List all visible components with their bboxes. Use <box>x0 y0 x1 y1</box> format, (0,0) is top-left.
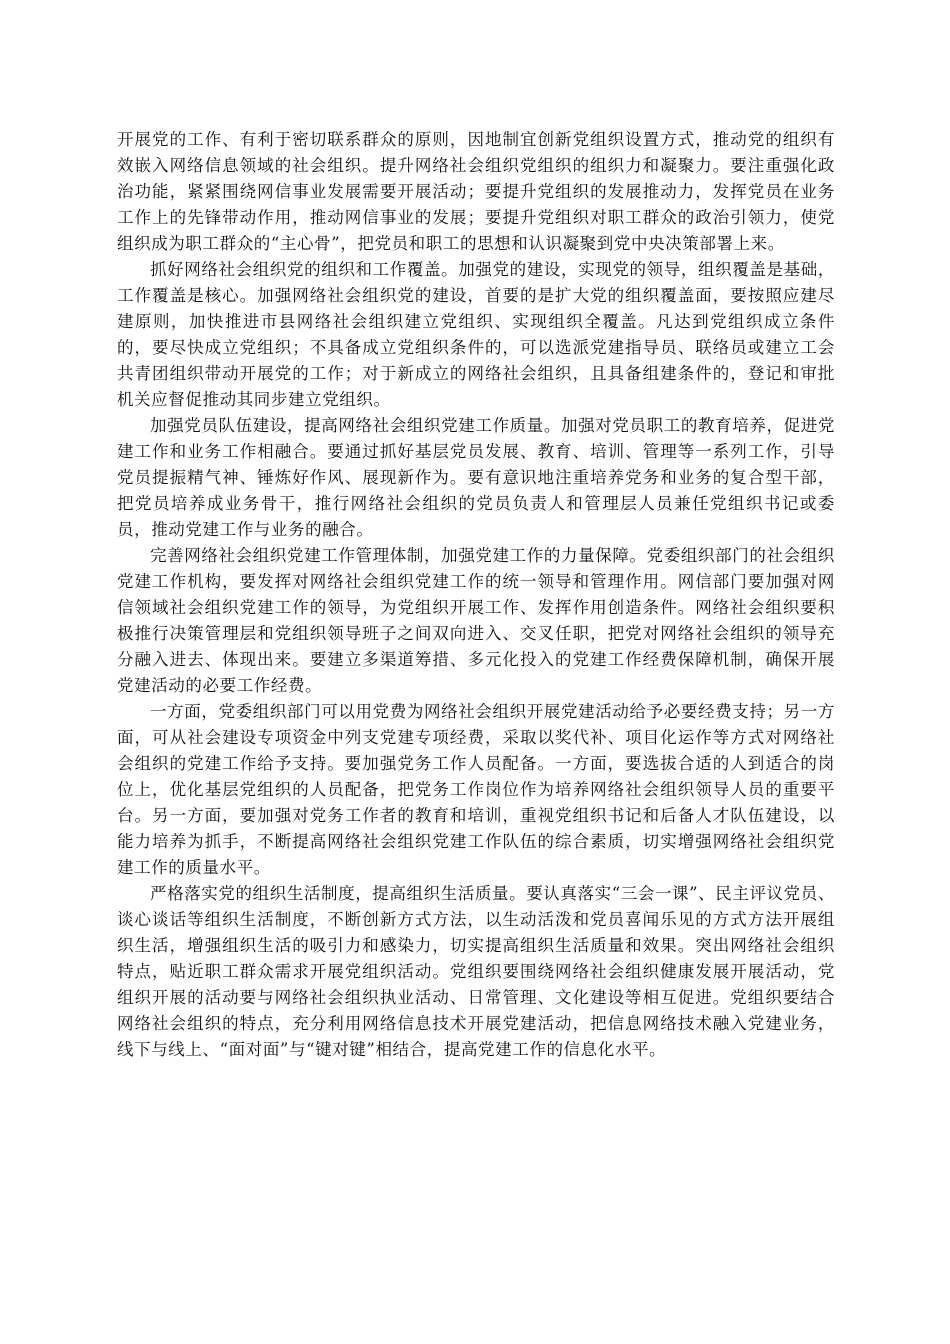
paragraph-2: 抓好网络社会组织党的组织和工作覆盖。加强党的建设，实现党的领导，组织覆盖是基础，工作覆盖是核心。加强网络社会组织党的建设，首要的是扩大党的组织覆盖面，要按照应建尽建原则，加快推进市县网络社会组织建立党组织、实现组织全覆盖。凡达到党组织成立条件的，要尽快成立党组织；不具备成立党组织条件的，可以选派党建指导员、联络员或建立工会共青团组织带动开展党的工作；对于新成立的网络社会组织，且具备组建条件的，登记和审批机关应督促推动其同步建立党组织。 <box>117 260 835 409</box>
paragraph-1: 开展党的工作、有利于密切联系群众的原则，因地制宜创新党组织设置方式，推动党的组织有效嵌入网络信息领域的社会组织。提升网络社会组织党组织的组织力和凝聚力。要注重强化政治功能，紧紧围绕网信事业发展需要开展活动；要提升党组织的发展推动力，发挥党员在业务工作上的先锋带动作用，推动网信事业的发展；要提升党组织对职工群众的政治引领力，使党组织成为职工群众的“主心骨”，把党员和职工的思想和认识凝聚到党中央决策部署上来。 <box>117 130 835 253</box>
paragraph-5: 一方面，党委组织部门可以用党费为网络社会组织开展党建活动给予必要经费支持；另一方面，可从社会建设专项资金中列支党建专项经费，采取以奖代补、项目化运作等方式对网络社会组织的党建工作给予支持。要加强党务工作人员配备。一方面，要选拔合适的人到适合的岗位上，优化基层党组织的人员配备，把党务工作岗位作为培养网络社会组织领导人员的重要平台。另一方面，要加强对党务工作者的教育和培训，重视党组织书记和后备人才队伍建设，以能力培养为抓手，不断提高网络社会组织党建工作队伍的综合素质，切实增强网络社会组织党建工作的质量水平。 <box>117 702 835 877</box>
paragraph-6: 严格落实党的组织生活制度，提高组织生活质量。要认真落实“三会一课”、民主评议党员、谈心谈话等组织生活制度，不断创新方式方法，以生动活泼和党员喜闻乐见的方式方法开展组织生活，增强组织生活的吸引力和感染力，切实提高组织生活质量和效果。突出网络社会组织特点，贴近职工群众需求开展党组织活动。党组织要围绕网络社会组织健康发展开展活动，党组织开展的活动要与网络社会组织执业活动、日常管理、文化建设等相互促进。党组织要结合网络社会组织的特点，充分利用网络信息技术开展党建活动，把信息网络技术融入党建业务，线下与线上、“面对面”与“键对键”相结合，提高党建工作的信息化水平。 <box>117 884 835 1059</box>
paragraph-3: 加强党员队伍建设，提高网络社会组织党建工作质量。加强对党员职工的教育培养，促进党建工作和业务工作相融合。要通过抓好基层党员发展、教育、培训、管理等一系列工作，引导党员提振精气神、锤炼好作风、展现新作为。要有意识地注重培养党务和业务的复合型干部，把党员培养成业务骨干，推行网络社会组织的党员负责人和管理层人员兼任党组织书记或委员，推动党建工作与业务的融合。 <box>117 416 835 539</box>
document-body <box>117 127 835 1063</box>
paragraph-4: 完善网络社会组织党建工作管理体制，加强党建工作的力量保障。党委组织部门的社会组织党建工作机构，要发挥对网络社会组织党建工作的统一领导和管理作用。网信部门要加强对网信领域社会组织党建工作的领导，为党组织开展工作、发挥作用创造条件。网络社会组织要积极推行决策管理层和党组织领导班子之间双向进入、交叉任职，把党对网络社会组织的领导充分融入进去、体现出来。要建立多渠道筹措、多元化投入的党建工作经费保障机制，确保开展党建活动的必要工作经费。 <box>117 546 835 695</box>
